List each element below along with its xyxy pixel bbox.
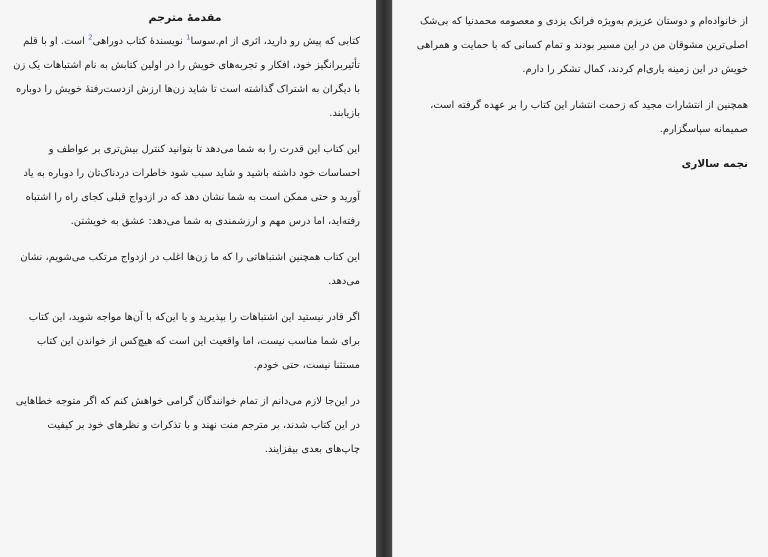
- paragraph-1: [10, 30, 360, 126]
- paragraph-1-start: کتابی که پیش رو دارید، اثری از ام.سوسا: [190, 36, 360, 47]
- paragraph-5: در این‌جا لازم می‌دانم از تمام خوانندگان گرامی خواهش کنم که اگر متوجه خطاهایی در این کتاب شدند، بر مترجم منت نهند و با تذکرات و نظرهای خود بر کیفیت چاپ‌های بعدی بیفزایند.: [15, 396, 360, 455]
- page-title: مقدمهٔ مترجم: [148, 11, 222, 24]
- publisher-thanks-paragraph: همچنین از انتشارات مجید که زحمت انتشار این کتاب را بر عهده گرفته است، صمیمانه سپاسگزارم.: [430, 100, 748, 135]
- paragraph-1-rest: است. او با قلم تأثیربرانگیز خود، افکار و تجربه‌های خویش را در اولین کتابش به نام اشتباهات یک زن با دیگران به اشتراک گذاشته است تا شاید زن‌ها ارزش ازدست‌رفتهٔ خویش را دوباره بازیابند.: [13, 36, 360, 119]
- left-page: [0, 0, 376, 557]
- footnote-marker-2[interactable]: 2: [88, 33, 93, 42]
- book-gutter: [376, 0, 392, 557]
- translator-signature: نجمه سالاری: [681, 158, 748, 170]
- acknowledgment-paragraph: از خانواده‌ام و دوستان عزیزم به‌ویژه فرانک یزدی و معصومه محمدنیا که بی‌شک اصلی‌ترین مشوقان من در این مسیر بودند و تمام کسانی که با حمایت و همراهی خویش در این زمینه یاری‌ام کردند، کمال تشکر را دارم.: [416, 16, 748, 75]
- paragraph-2: این کتاب این قدرت را به شما می‌دهد تا بتوانید کنترل بیش‌تری بر عواطف و احساسات خود داشته باشید و شاید سبب شود خاطرات دردناک‌تان را دوباره به یاد آورید و حتی ممکن است به شما نشان دهد که در ازدواج قبلی کجای راه را اشتباه رفته‌اید، اما درس مهم و ارزشمندی به شما می‌دهد: عشق به خویشتن.: [23, 144, 360, 227]
- paragraph-3: این کتاب همچنین اشتباهاتی را که ما زن‌ها اغلب در ازدواج مرتکب می‌شویم، نشان می‌دهد.: [20, 252, 360, 287]
- right-page: [392, 0, 768, 557]
- paragraph-1-middle: نویسندهٔ کتاب دوراهی: [92, 36, 187, 47]
- paragraph-4: اگر قادر نیستید این اشتباهات را بپذیرید و یا این‌که با آن‌ها مواجه شوید، این کتاب برای شما مناسب نیست، اما واقعیت این است که هیچ‌کس از خواندن این کتاب مستثنا نیست، حتی خودم.: [28, 312, 360, 371]
- footnote-marker-1[interactable]: 1: [186, 33, 191, 42]
